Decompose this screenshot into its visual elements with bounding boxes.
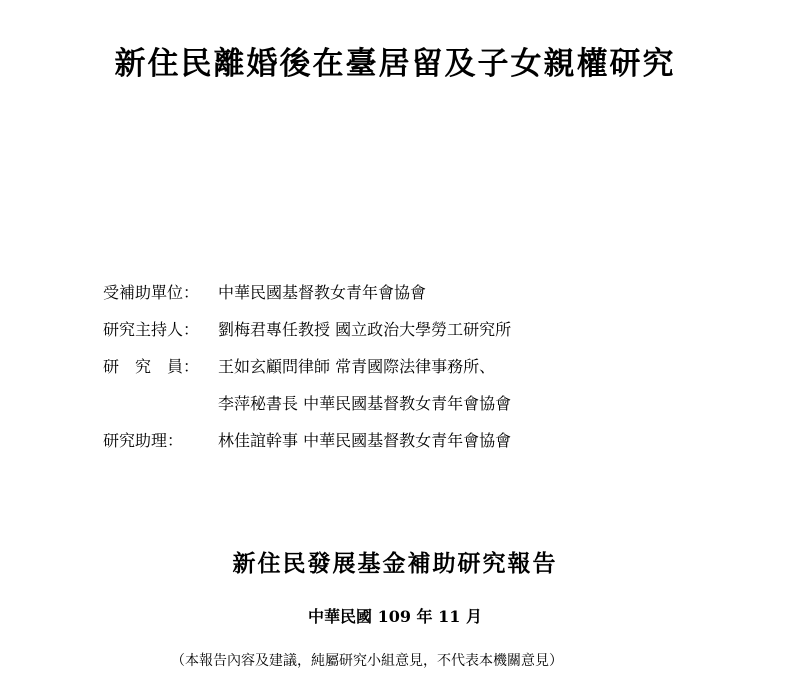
document-title: 新住民離婚後在臺居留及子女親權研究 [114,46,676,82]
credit-label: 研究主持人： [103,320,200,339]
credit-value: 李萍秘書長 中華民國基督教女青年會協會 [218,394,512,413]
credit-label: 受補助單位： [103,283,200,302]
credit-row-researcher-continued [103,391,511,428]
credit-value: 劉梅君專任教授 國立政治大學勞工研究所 [218,320,512,339]
credit-row-research-assistant [103,428,511,465]
credit-row-researcher [103,354,511,391]
credit-row-grantee [103,280,511,317]
report-date: 中華民國 109 年 11 月 [308,607,482,626]
credit-row-principal-investigator [103,317,511,354]
credit-value: 王如玄顧問律師 常青國際法律事務所、 [218,357,496,376]
disclaimer: （本報告內容及建議，純屬研究小組意見，不代表本機關意見） [171,653,563,669]
credits-block [103,280,511,465]
report-type: 新住民發展基金補助研究報告 [232,550,558,577]
credit-value: 林佳誼幹事 中華民國基督教女青年會協會 [218,431,512,450]
credit-label: 研 究 員： [103,357,200,376]
credit-value: 中華民國基督教女青年會協會 [218,283,427,302]
credit-label: 研究助理： [103,431,184,450]
